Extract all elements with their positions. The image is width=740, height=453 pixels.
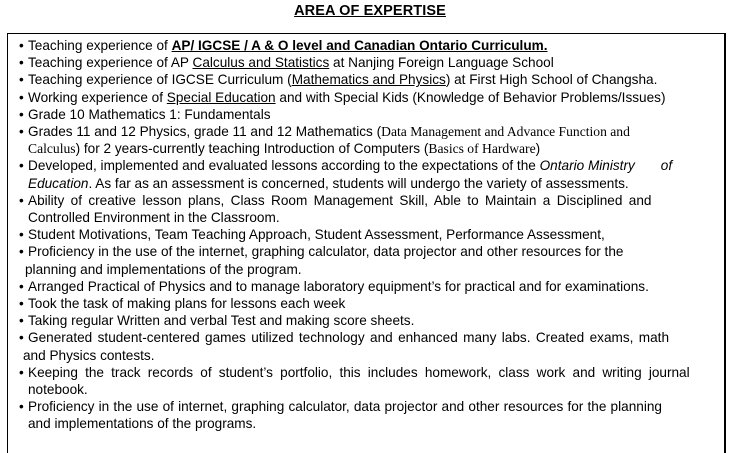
- bullet: •: [19, 278, 24, 294]
- expertise-list: [19, 37, 720, 433]
- list-item: • Developed, implemented and evaluated lessons according to the expectations of the Ontario Ministry of Education. As far as an assessment is concerned, students will undergo the variety of assessments.: [19, 158, 673, 191]
- bullet: •: [19, 244, 24, 260]
- list-item: • Taking regular Written and verbal Test and making score sheets.: [19, 313, 415, 329]
- bullet: •: [19, 364, 24, 380]
- list-item: • Generated student-centered games utilized technology and enhanced many labs. Created exams, math and Physics contests.: [19, 330, 670, 363]
- bullet: •: [19, 89, 24, 105]
- list-item: • Ability of creative lesson plans, Class Room Management Skill, Able to Maintain a Disciplined and Controlled Environment in the Classroom.: [19, 192, 652, 226]
- list-item: • Proficiency in the use of internet, graphing calculator, data projector and other resources for the planning and implementations of the programs.: [19, 399, 662, 432]
- bullet: •: [19, 72, 24, 88]
- list-item: • Grade 10 Mathematics 1: Fundamentals: [19, 106, 271, 122]
- bullet: •: [19, 38, 24, 53]
- bullet: •: [19, 313, 24, 329]
- list-item: • Student Motivations, Team Teaching Approach, Student Assessment, Performance Assessment,: [19, 227, 605, 243]
- section-title: AREA OF EXPERTISE: [294, 3, 446, 19]
- list-item: • Took the task of making plans for lessons each week: [19, 296, 346, 312]
- bullet: •: [19, 399, 24, 415]
- list-item: • Teaching experience of IGCSE Curriculum (Mathematics and Physics) at First High School of Changsha.: [19, 72, 658, 88]
- list-item: • Teaching experience of AP Calculus and Statistics at Nanjing Foreign Language School: [19, 55, 554, 71]
- bullet: •: [19, 192, 24, 208]
- list-item: • Working experience of Special Education and with Special Kids (Knowledge of Behavior Problems/Issues): [19, 89, 666, 105]
- bullet: •: [19, 296, 24, 312]
- list-item: • Keeping the track records of student’s portfolio, this includes homework, class work and writing journal notebook.: [19, 364, 690, 398]
- list-item: • Arranged Practical of Physics and to manage laboratory equipment’s for practical and for examinations.: [19, 278, 649, 294]
- bullet: •: [19, 124, 24, 140]
- list-item: • Grades 11 and 12 Physics, grade 11 and 12 Mathematics (Data Management and Advance Function and Calculus) for 2 years-currently teaching Introduction of Computers (Basics of Hardware): [19, 124, 630, 157]
- list-item: • Teaching experience of AP/ IGCSE / A & O level and Canadian Ontario Curriculum.: [19, 38, 548, 53]
- bullet: •: [19, 106, 24, 122]
- bullet: •: [19, 158, 24, 174]
- curricula-highlight: AP/ IGCSE / A & O level and Canadian Ontario Curriculum.: [171, 38, 548, 53]
- bullet: •: [19, 330, 24, 346]
- bullet: •: [19, 55, 24, 71]
- list-item: • Proficiency in the use of the internet, graphing calculator, data projector and other resources for the planning and implementations of the program.: [19, 244, 624, 277]
- bullet: •: [19, 227, 24, 243]
